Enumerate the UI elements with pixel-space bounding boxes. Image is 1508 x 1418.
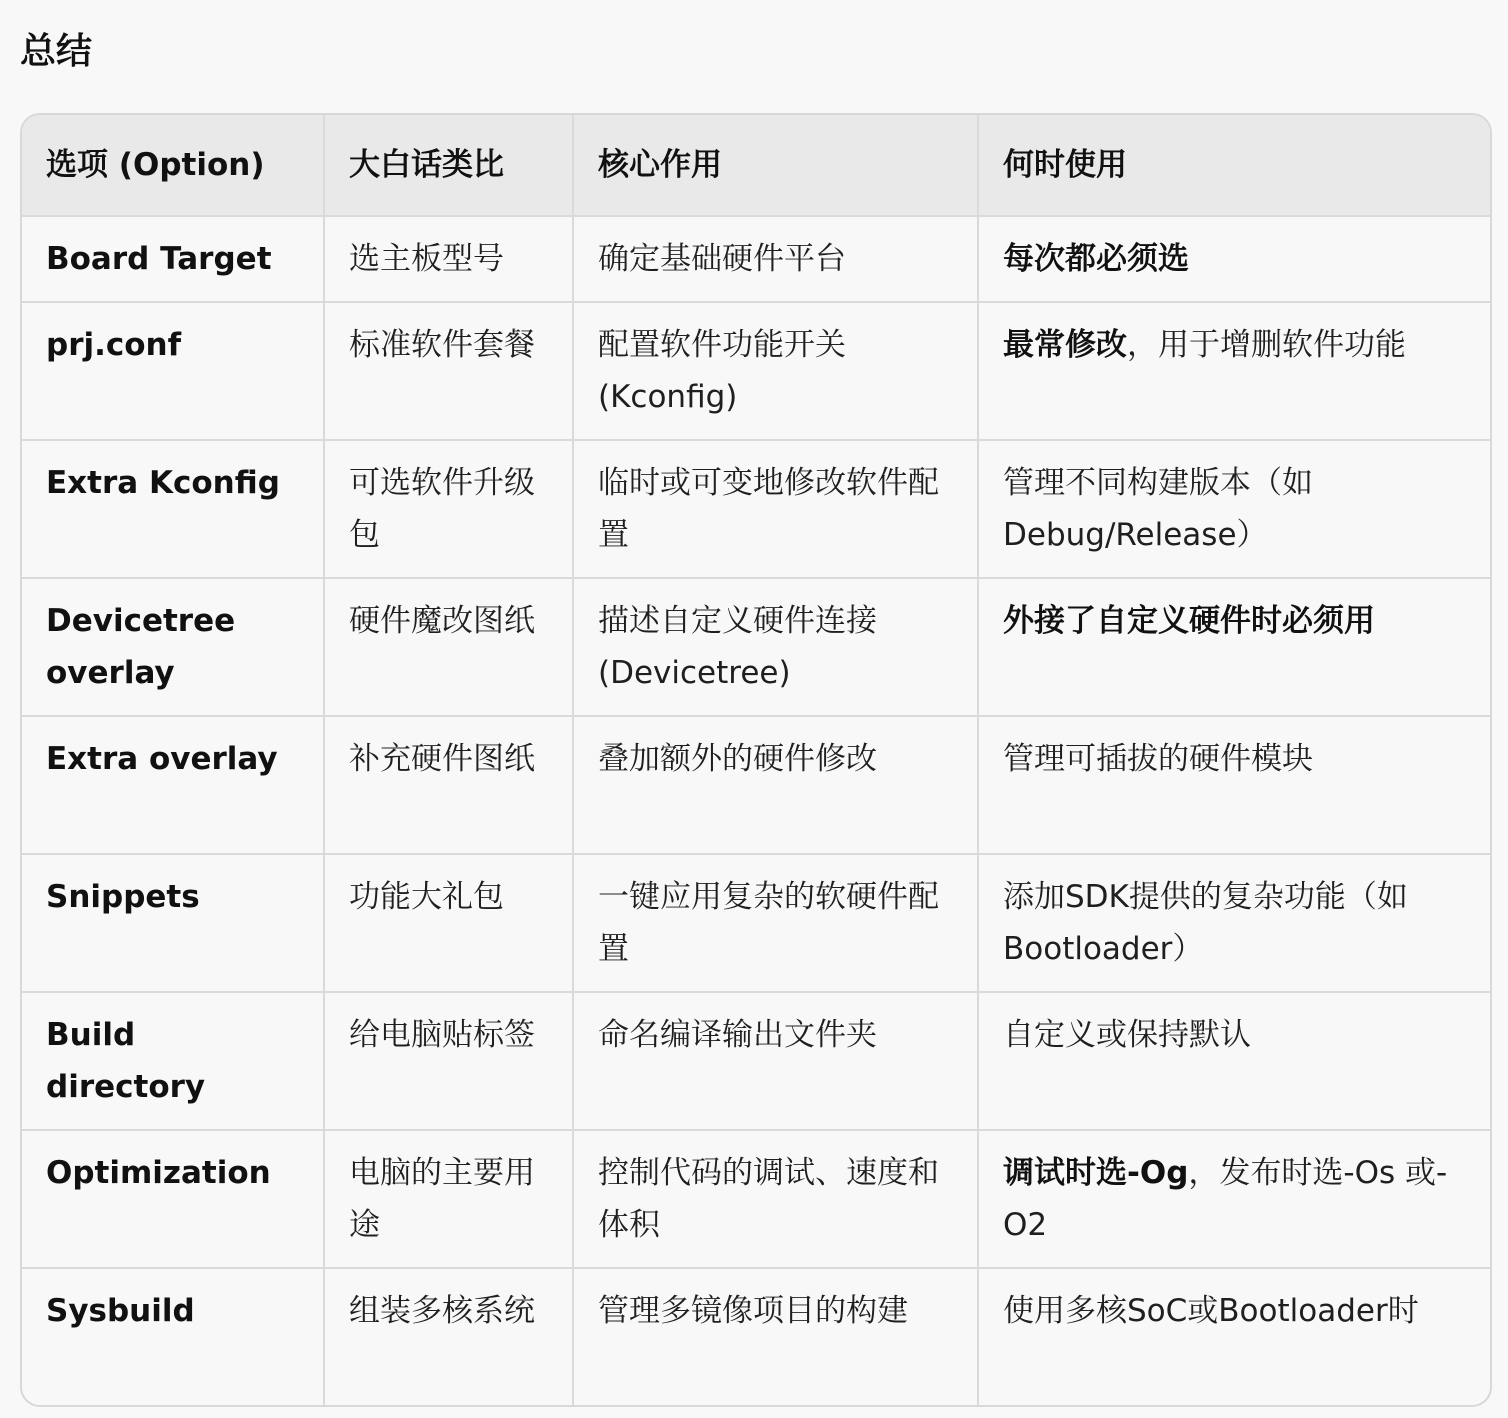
role-cell: 管理多镜像项目的构建	[573, 1268, 978, 1406]
table-row	[22, 1268, 1490, 1406]
table-row	[22, 302, 1490, 440]
analogy-cell: 标准软件套餐	[324, 302, 573, 440]
when-cell	[978, 440, 1490, 578]
analogy-cell: 可选软件升级包	[324, 440, 573, 578]
when-cell	[978, 716, 1490, 854]
when-text: ，发布时选-Os 或-O2	[1003, 1155, 1448, 1243]
option-cell: Board Target	[22, 216, 324, 302]
analogy-cell: 选主板型号	[324, 216, 573, 302]
analogy-cell: 功能大礼包	[324, 854, 573, 992]
header-when: 何时使用	[978, 115, 1490, 216]
role-cell: 一键应用复杂的软硬件配置	[573, 854, 978, 992]
when-cell	[978, 992, 1490, 1130]
when-cell	[978, 1268, 1490, 1406]
when-text: 管理不同构建版本（如 Debug/Release）	[1003, 465, 1313, 553]
analogy-cell: 给电脑贴标签	[324, 992, 573, 1130]
when-text-bold: 最常修改	[1003, 327, 1127, 363]
option-cell: Snippets	[22, 854, 324, 992]
option-cell: Optimization	[22, 1130, 324, 1268]
when-text: 自定义或保持默认	[1003, 1017, 1251, 1053]
when-cell	[978, 216, 1490, 302]
option-cell: Devicetree overlay	[22, 578, 324, 716]
table-row	[22, 716, 1490, 854]
option-cell: prj.conf	[22, 302, 324, 440]
option-cell: Extra overlay	[22, 716, 324, 854]
role-cell: 命名编译输出文件夹	[573, 992, 978, 1130]
when-text: 使用多核SoC或Bootloader时	[1003, 1293, 1419, 1329]
header-role: 核心作用	[573, 115, 978, 216]
summary-table-container	[20, 113, 1492, 1407]
when-text: 管理可插拔的硬件模块	[1003, 741, 1313, 777]
analogy-cell: 补充硬件图纸	[324, 716, 573, 854]
header-option: 选项 (Option)	[22, 115, 324, 216]
role-cell: 配置软件功能开关 (Kconfig)	[573, 302, 978, 440]
table-body	[22, 216, 1490, 1406]
when-text-bold: 每次都必须选	[1003, 241, 1189, 277]
table-row	[22, 1130, 1490, 1268]
when-text: ，用于增删软件功能	[1127, 327, 1406, 363]
role-cell: 描述自定义硬件连接 (Devicetree)	[573, 578, 978, 716]
role-cell: 临时或可变地修改软件配置	[573, 440, 978, 578]
analogy-cell: 电脑的主要用途	[324, 1130, 573, 1268]
analogy-cell: 硬件魔改图纸	[324, 578, 573, 716]
page-title: 总结	[20, 31, 93, 72]
when-text: 添加SDK提供的复杂功能（如 Bootloader）	[1003, 879, 1408, 967]
table-row	[22, 216, 1490, 302]
table-header-row	[22, 115, 1490, 216]
when-text-bold: 外接了自定义硬件时必须用	[1003, 603, 1375, 639]
when-cell	[978, 302, 1490, 440]
role-cell: 确定基础硬件平台	[573, 216, 978, 302]
option-cell: Sysbuild	[22, 1268, 324, 1406]
role-cell: 控制代码的调试、速度和体积	[573, 1130, 978, 1268]
when-cell	[978, 578, 1490, 716]
option-cell: Extra Kconfig	[22, 440, 324, 578]
header-analogy: 大白话类比	[324, 115, 573, 216]
table-row	[22, 992, 1490, 1130]
when-cell	[978, 1130, 1490, 1268]
summary-table	[22, 115, 1490, 1406]
role-cell: 叠加额外的硬件修改	[573, 716, 978, 854]
when-text-bold: 调试时选-Og	[1003, 1155, 1189, 1191]
table-row	[22, 854, 1490, 992]
table-row	[22, 440, 1490, 578]
when-cell	[978, 854, 1490, 992]
analogy-cell: 组装多核系统	[324, 1268, 573, 1406]
table-row	[22, 578, 1490, 716]
option-cell: Build directory	[22, 992, 324, 1130]
